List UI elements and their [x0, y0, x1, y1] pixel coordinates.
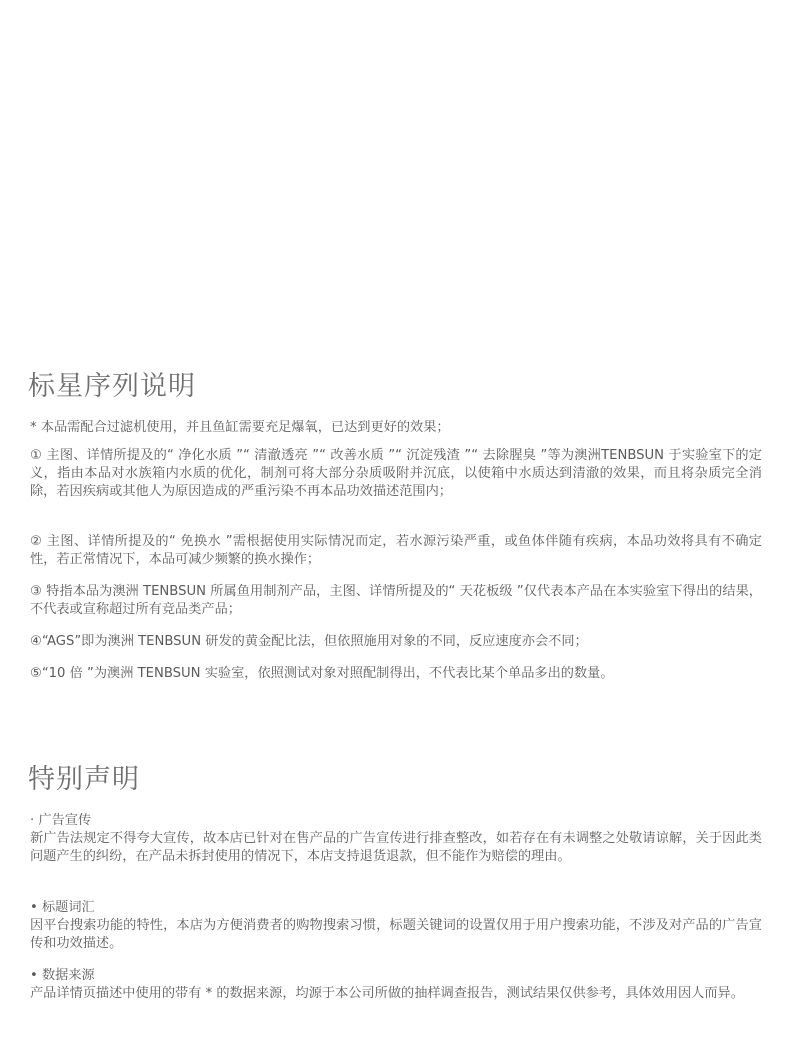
advertising-heading: · 广告宣传 — [30, 813, 92, 828]
title-keywords-heading: • 标题词汇 — [30, 900, 95, 915]
star-note-5: ⑤“10 倍 ”为澳洲 TENBSUN 实验室，依照测试对象对照配制得出，不代表比某个单品多出的数量。 — [30, 666, 614, 681]
advertising-body: 新广告法规定不得夸大宣传，故本店已针对在售产品的广告宣传进行排查整改，如若存在有未调整之处敬请谅解，关于因此类问题产生的纠纷，在产品未拆封使用的情况下，本店支持退货退款，但不能作为赔偿的理由。 — [30, 831, 762, 864]
star-note-1: ① 主图、详情所提及的“ 净化水质 ”“ 清澈透亮 ”“ 改善水质 ”“ 沉淀残渣 ”“ 去除腥臭 ”等为澳洲TENBSUN 于实验室下的定义，指由本品对水族箱内水质的优化，制剂可将大部分杂质吸附并沉底，以使箱中水质达到清澈的效果，而且将杂质完全消除，若因疾病或其他人为原因造成的严重污染不再本品功效描述范围内； — [30, 448, 762, 499]
star-note-3: ③ 特指本品为澳洲 TENBSUN 所属鱼用制剂产品，主图、详情所提及的“ 天花板级 ”仅代表本产品在本实验室下得出的结果，不代表或宣称超过所有竞品类产品； — [30, 584, 762, 617]
star-note-asterisk: * 本品需配合过滤机使用，并且鱼缸需要充足爆氧，已达到更好的效果； — [30, 420, 450, 435]
star-note-2: ② 主图、详情所提及的“ 免换水 ”需根据使用实际情况而定，若水源污染严重，或鱼体伴随有疾病，本品功效将具有不确定性，若正常情况下，本品可减少频繁的换水操作； — [30, 534, 762, 567]
star-note-4: ④“AGS”即为澳洲 TENBSUN 研发的黄金配比法，但依照施用对象的不同，反应速度亦会不同； — [30, 634, 588, 649]
data-source-heading: • 数据来源 — [30, 968, 95, 983]
star-section-title: 标星序列说明 — [28, 371, 196, 402]
title-keywords-body: 因平台搜索功能的特性，本店为方便消费者的购物搜索习惯，标题关键词的设置仅用于用户搜索功能，不涉及对产品的广告宣传和功效描述。 — [30, 918, 762, 951]
data-source-body: 产品详情页描述中使用的带有 * 的数据来源，均源于本公司所做的抽样调查报告，测试结果仅供参考，具体效用因人而异。 — [30, 986, 744, 1001]
special-section-title: 特别声明 — [28, 764, 140, 795]
